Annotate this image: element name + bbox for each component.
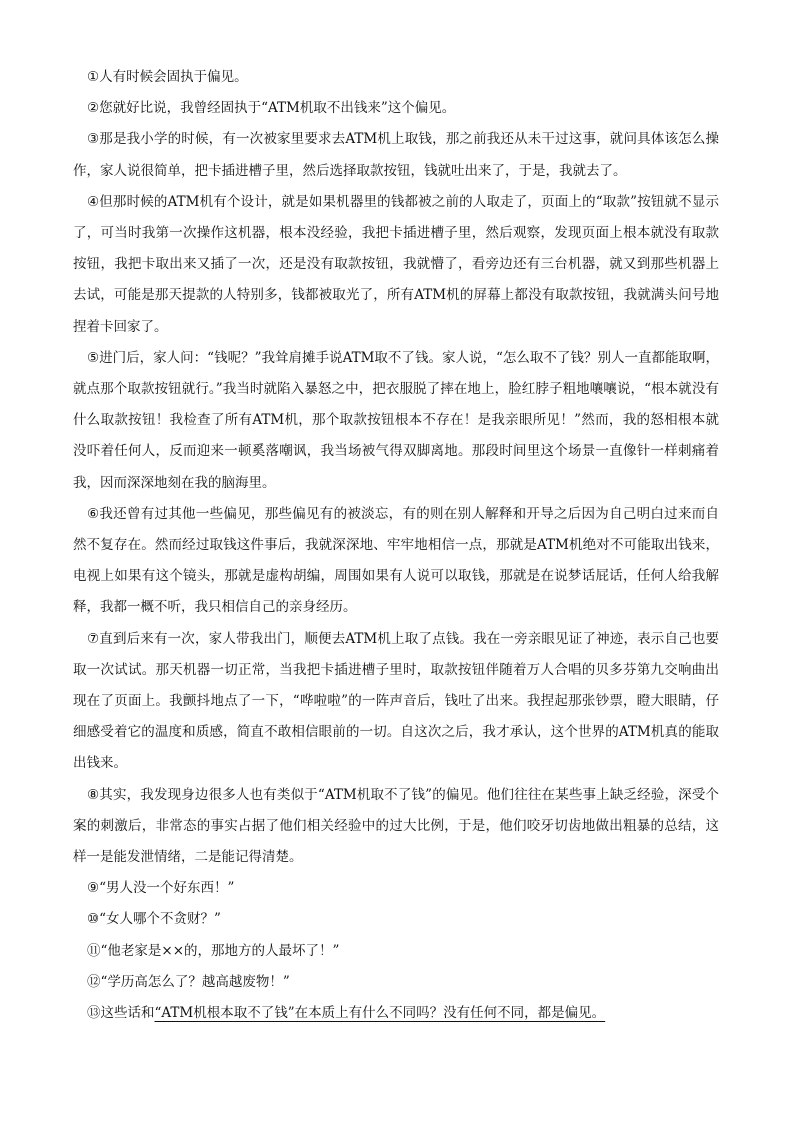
paragraph-13	[73, 998, 719, 1029]
paragraph-text: “男人没一个好东西！”	[99, 880, 235, 897]
paragraph-number: ②	[87, 100, 100, 117]
paragraph-number: ⑦	[87, 630, 100, 647]
paragraph-text: 其实，我发现身边很多人也有类似于“ATM机取不了钱”的偏见。他们往往在某些事上缺乏经验，深受个案的刺激后，非常态的事实占据了他们相关经验中的过大比例，于是，他们咬牙切齿地做出粗暴的总结，这样一是能发泄情绪，二是能记得清楚。	[73, 786, 720, 866]
paragraph-text: “学历高怎么了？越高越废物！”	[100, 973, 290, 990]
underlined-sentence: “ATM机根本取不了钱”在本质上有什么不同吗？没有任何不同，都是偏见。	[154, 1005, 606, 1022]
paragraph-text: 那是我小学的时候，有一次被家里要求去ATM机上取钱，那之前我还从未干过这事，就问具体该怎么操作，家人说很简单，把卡插进槽子里，然后选择取款按钮，钱就吐出来了，于是，我就去了。	[73, 131, 719, 179]
paragraph-number: ⑤	[87, 349, 100, 366]
paragraph-number: ⑧	[87, 786, 100, 803]
paragraph-text: 您就好比说，我曾经固执于“ATM机取不出钱来”这个偏见。	[99, 100, 456, 117]
paragraph-number: ⑥	[87, 505, 100, 522]
paragraph-12	[73, 967, 719, 998]
paragraph-text: “女人哪个不贪财？”	[99, 911, 221, 928]
paragraph-text: “他老家是××的，那地方的人最坏了！”	[100, 942, 340, 959]
article-body	[73, 62, 719, 1029]
paragraph-number: ⑩	[87, 911, 100, 928]
paragraph-10	[73, 904, 719, 935]
paragraph-text-prefix: 这些话和	[100, 1005, 155, 1022]
paragraph-text: 直到后来有一次，家人带我出门，顺便去ATM机上取了点钱。我在一旁亲眼见证了神迹，表示自己也要取一次试试。那天机器一切正常，当我把卡插进槽子里时，取款按钮伴随着万人合唱的贝多芬第九交响曲出现在了页面上。我颤抖地点了一下，“哗啦啦”的一阵声音后，钱吐了出来。我捏起那张钞票，瞪大眼睛，仔细感受着它的温度和质感，简直不敢相信眼前的一切。自这次之后，我才承认，这个世界的ATM机真的能取出钱来。	[73, 630, 719, 772]
paragraph-11	[73, 936, 719, 967]
paragraph-3	[73, 124, 719, 186]
paragraph-7	[73, 624, 719, 780]
paragraph-5	[73, 343, 719, 499]
paragraph-number: ①	[87, 69, 100, 85]
paragraph-number: ⑬	[87, 1005, 101, 1022]
paragraph-number: ⑫	[87, 973, 101, 990]
paragraph-9	[73, 873, 719, 904]
paragraph-2	[73, 93, 719, 124]
paragraph-text: 进门后，家人问：“钱呢？”我耸肩摊手说ATM取不了钱。家人说，“怎么取不了钱？别人一直都能取啊，就点那个取款按钮就行。”我当时就陷入暴怒之中，把衣服脱了摔在地上，脸红脖子粗地嚷嚷说，“根本就没有什么取款按钮！我检查了所有ATM机，那个取款按钮根本不存在！是我亲眼所见！”然而，我的怒相根本就没吓着任何人，反而迎来一顿奚落嘲讽，我当场被气得双脚离地。那段时间里这个场景一直像针一样刺痛着我，因而深深地刻在我的脑海里。	[73, 349, 720, 491]
paragraph-number: ⑨	[87, 880, 100, 897]
paragraph-6	[73, 499, 719, 624]
paragraph-1	[73, 62, 719, 93]
paragraph-number: ⑪	[87, 942, 101, 959]
paragraph-number: ④	[87, 193, 100, 210]
paragraph-text: 我还曾有过其他一些偏见，那些偏见有的被淡忘，有的则在别人解释和开导之后因为自己明白过来而自然不复存在。然而经过取钱这件事后，我就深深地、牢牢地相信一点，那就是ATM机绝对不可能取出钱来，电视上如果有这个镜头，那就是虚构胡编，周围如果有人说可以取钱，那就是在说梦话屁话，任何人给我解释，我都一概不听，我只相信自己的亲身经历。	[73, 505, 720, 616]
paragraph-text: 但那时候的ATM机有个设计，就是如果机器里的钱都被之前的人取走了，页面上的“取款”按钮就不显示了，可当时我第一次操作这机器，根本没经验，我把卡插进槽子里，然后观察，发现页面上根本就没有取款按钮，我把卡取出来又插了一次，还是没有取款按钮，我就懵了，看旁边还有三台机器，就又到那些机器上去试，可能是那天提款的人特别多，钱都被取光了，所有ATM机的屏幕上都没有取款按钮，我就满头问号地捏着卡回家了。	[73, 193, 719, 335]
paragraph-number: ③	[87, 131, 100, 148]
paragraph-4	[73, 187, 719, 343]
paragraph-8	[73, 780, 719, 874]
paragraph-text: 人有时候会固执于偏见。	[99, 69, 248, 85]
